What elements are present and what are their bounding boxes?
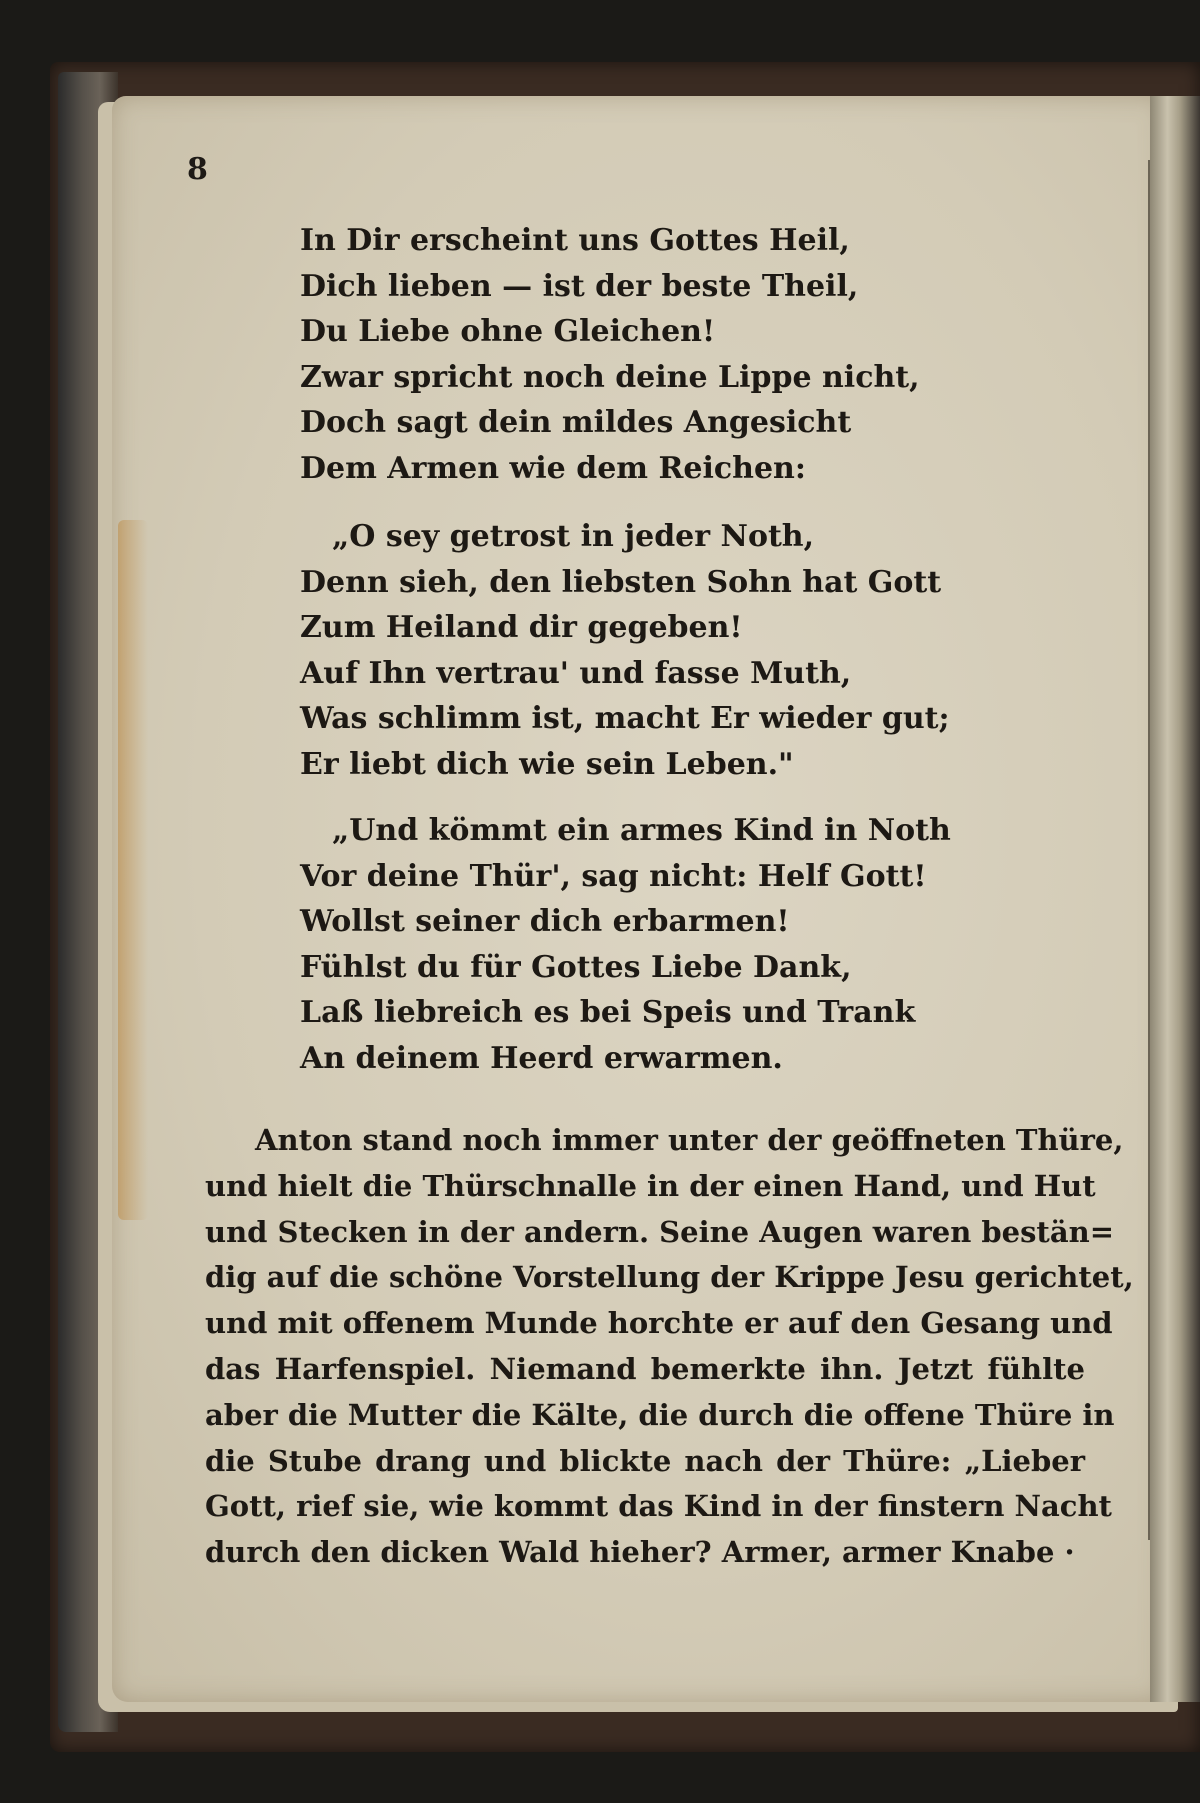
stanza-2 [300, 514, 950, 787]
prose-line: und mit offenem Munde horchte er auf den Gesang und [205, 1306, 1113, 1341]
prose-line: Gott, rief sie, wie kommt das Kind in der finstern Nacht [205, 1489, 1112, 1524]
verse-line: Denn sieh, den liebsten Sohn hat Gott [300, 564, 942, 600]
prose-line: Anton stand noch immer unter der geöffneten Thüre, [255, 1123, 1124, 1157]
verse-line: Fühlst du für Gottes Liebe Dank, [300, 949, 852, 985]
verse-line: Laß liebreich es bei Speis und Trank [300, 995, 916, 1030]
verse-line: Du Liebe ohne Gleichen! [300, 314, 716, 349]
prose-paragraph [205, 1118, 1134, 1576]
stanza-1 [300, 218, 940, 491]
stanza-3 [300, 808, 951, 1081]
prose-line: dig auf die schöne Vorstellung der Krippe Jesu gerichtet, [205, 1260, 1134, 1295]
verse-line: „Und kömmt ein armes Kind in Noth [332, 813, 951, 848]
verse-line: Er liebt dich wie sein Leben." [300, 746, 794, 782]
prose-line: und Stecken in der andern. Seine Augen waren bestän= [205, 1214, 1114, 1249]
prose-line: die Stube drang und blickte nach der Thüre: „Lieber [205, 1443, 1085, 1478]
book-gutter [1150, 96, 1200, 1702]
verse-line: Zwar spricht noch deine Lippe nicht, [300, 359, 920, 395]
page-stain [118, 520, 148, 1220]
verse-line: Wollst seiner dich erbarmen! [300, 904, 790, 939]
gutter-line [1148, 160, 1150, 1540]
verse-line: Was schlimm ist, macht Er wieder gut; [300, 701, 950, 736]
page-number: 8 [187, 152, 208, 187]
verse-line: Auf Ihn vertrau' und fasse Muth, [300, 655, 852, 691]
verse-line: Zum Heiland dir gegeben! [300, 610, 743, 645]
prose-line: das Harfenspiel. Niemand bemerkte ihn. Jetzt fühlte [205, 1351, 1085, 1386]
prose-line: und hielt die Thürschnalle in der einen Hand, und Hut [205, 1168, 1096, 1203]
prose-line: aber die Mutter die Kälte, die durch die offene Thüre in [205, 1397, 1115, 1432]
verse-line: Doch sagt dein mildes Angesicht [300, 405, 852, 440]
verse-line: An deinem Heerd erwarmen. [300, 1040, 783, 1076]
verse-line: Vor deine Thür', sag nicht: Helf Gott! [300, 858, 927, 894]
verse-line: Dem Armen wie dem Reichen: [300, 450, 806, 486]
verse-line: „O sey getrost in jeder Noth, [332, 519, 815, 554]
verse-line: Dich lieben — ist der beste Theil, [300, 268, 859, 304]
verse-line: In Dir erscheint uns Gottes Heil, [300, 223, 850, 258]
prose-line: durch den dicken Wald hieher? Armer, armer Knabe · [205, 1535, 1075, 1570]
